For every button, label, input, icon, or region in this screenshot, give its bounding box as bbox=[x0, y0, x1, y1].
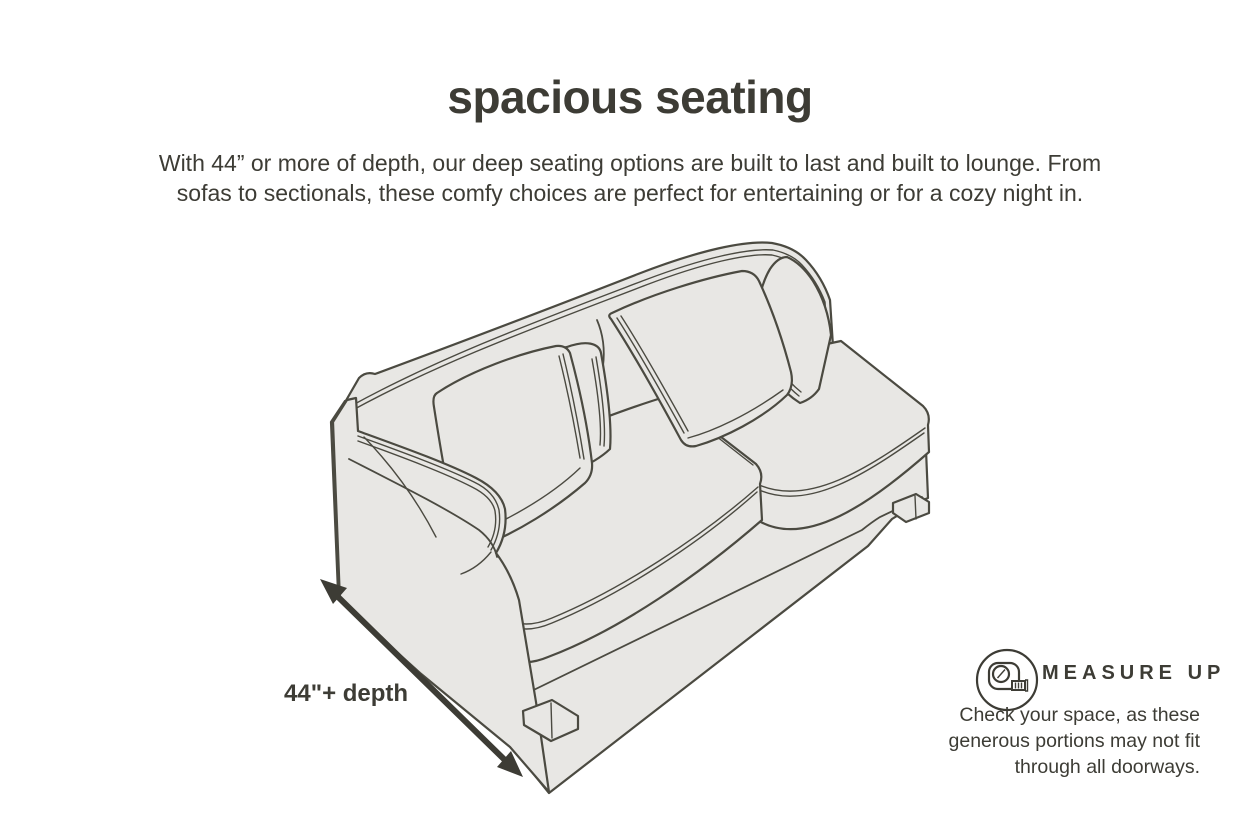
page-title: spacious seating bbox=[447, 71, 813, 123]
measure-up-note-line: generous portions may not fit bbox=[948, 730, 1200, 752]
dimension-label: 44"+ depth bbox=[284, 680, 409, 707]
measure-up-note-line: through all doorways. bbox=[1014, 756, 1200, 778]
intro-line: With 44” or more of depth, our deep seating options are built to last and built to lounge. From bbox=[158, 150, 1102, 176]
intro-line: sofas to sectionals, these comfy choices are perfect for entertaining or for a cozy night in. bbox=[176, 180, 1084, 206]
measure-up-note bbox=[900, 702, 1200, 780]
measure-up-heading: MEASURE UP bbox=[1042, 662, 1226, 684]
measure-up-note-line: Check your space, as these bbox=[959, 704, 1200, 726]
